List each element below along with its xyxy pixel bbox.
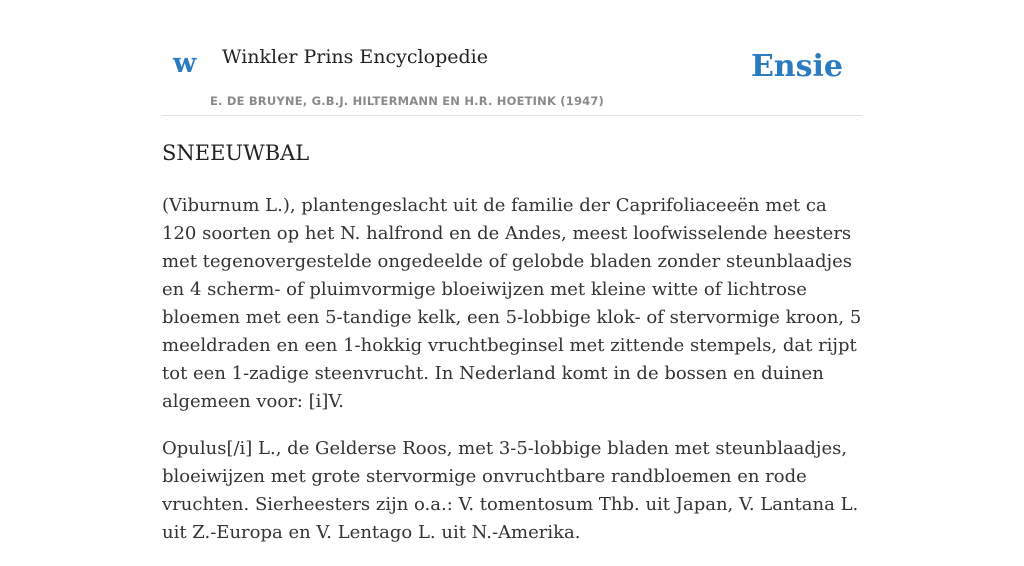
ensie-brand-logo[interactable]: Ensie (750, 49, 843, 84)
article-body (162, 192, 862, 566)
page-content (162, 0, 862, 543)
article-title: SNEEUWBAL (162, 141, 310, 165)
site-title[interactable]: Winkler Prins Encyclopedie (222, 46, 488, 68)
article-paragraph-2: Opulus[/i] L., de Gelderse Roos, met 3-5-lobbige bladen met steunblaadjes, bloeiwijzen met grote stervormige onvruchtbare randbloemen en rode vruchten. Sierheesters zijn o.a.: V. tomentosum Thb. uit Japan, V. Lantana L. uit Z.-Europa en V. Lentago L. uit N.-Amerika. (162, 438, 859, 543)
winkler-prins-logo[interactable]: w (173, 48, 197, 79)
site-header (162, 0, 862, 116)
article-paragraph-1: (Viburnum L.), plantengeslacht uit de familie der Caprifoliaceeën met ca 120 soorten op het N. halfrond en de Andes, meest loofwisselende heesters met tegenovergestelde ongedeelde of gelobde bladen zonder steunblaadjes en 4 scherm- of pluimvormige bloeiwijzen met kleine witte of lichtrose bloemen met een 5-tandige kelk, een 5-lobbige klok- of stervormige kroon, 5 meeldraden en een 1-hokkig vruchtbeginsel met zittende stempels, dat rijpt tot een 1-zadige steenvrucht. In Nederland komt in de bossen en duinen algemeen voor: [i]V. (162, 195, 862, 412)
authors-line: E. DE BRUYNE, G.B.J. HILTERMANN EN H.R. HOETINK (1947) (210, 94, 605, 108)
